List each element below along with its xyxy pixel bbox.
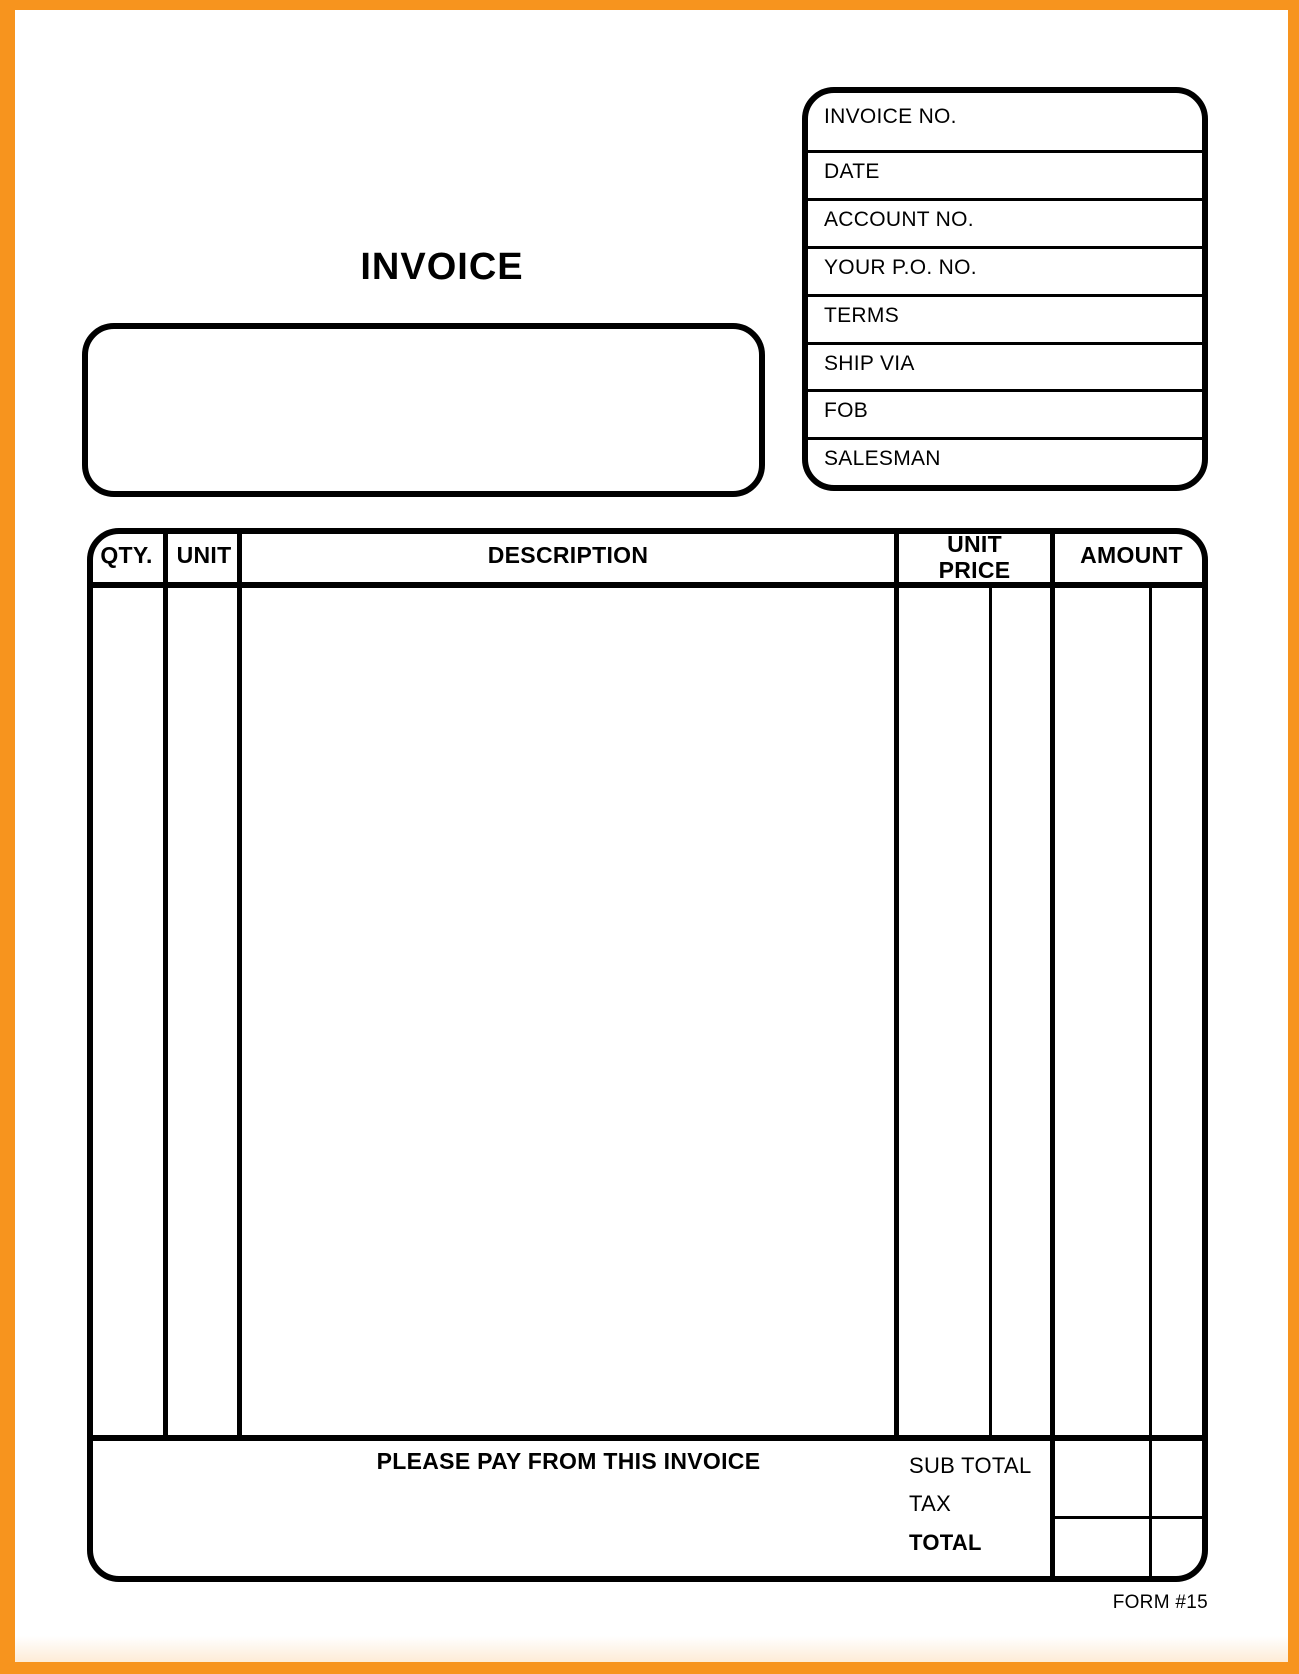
subtotal-label: SUB TOTAL: [909, 1453, 1032, 1478]
info-field-account-no[interactable]: [808, 198, 1202, 246]
divider-unitprice-amount: [1050, 528, 1055, 1582]
subtotal-tax-amount-cell[interactable]: [1055, 1441, 1208, 1516]
info-label-invoice-no: INVOICE NO.: [824, 105, 957, 128]
info-field-fob[interactable]: [808, 389, 1202, 437]
info-field-ship-via[interactable]: [808, 342, 1202, 390]
total-amount-cell[interactable]: [1055, 1519, 1208, 1576]
pay-notice: PLEASE PAY FROM THIS INVOICE: [376, 1448, 761, 1474]
column-header-unit-price: UNIT PRICE: [938, 531, 1011, 583]
info-label-date: DATE: [824, 160, 880, 184]
info-field-your-po-no[interactable]: [808, 246, 1202, 294]
column-header-qty: QTY.: [100, 542, 153, 568]
tax-label: TAX: [909, 1491, 952, 1516]
info-label-fob: FOB: [824, 399, 869, 423]
info-label-terms: TERMS: [824, 303, 899, 327]
invoice-info-table: [802, 87, 1208, 491]
divider-unit-description: [237, 528, 242, 1441]
divider-qty-unit: [163, 528, 168, 1441]
info-label-your-po-no: YOUR P.O. NO.: [824, 255, 977, 279]
column-header-description: DESCRIPTION: [487, 542, 649, 568]
info-label-ship-via: SHIP VIA: [824, 351, 915, 375]
info-field-salesman[interactable]: [808, 437, 1202, 485]
form-number: FORM #15: [1112, 1592, 1208, 1613]
page-title: INVOICE: [360, 246, 524, 288]
total-label: TOTAL: [909, 1530, 982, 1555]
divider-tax-total: [1050, 1516, 1208, 1519]
divider-description-unitprice: [894, 528, 899, 1441]
info-field-date[interactable]: [808, 150, 1202, 198]
divider-unitprice-cents: [989, 585, 992, 1441]
line-items-blank-area[interactable]: [87, 588, 1208, 1435]
info-label-account-no: ACCOUNT NO.: [824, 208, 974, 232]
info-field-terms[interactable]: [808, 294, 1202, 342]
info-label-salesman: SALESMAN: [824, 447, 941, 471]
bill-to-address-box[interactable]: [82, 323, 765, 497]
divider-items-summary: [87, 1435, 1208, 1441]
divider-amount-cents: [1149, 585, 1152, 1576]
column-header-unit: UNIT: [176, 542, 232, 568]
column-header-amount: AMOUNT: [1080, 542, 1183, 568]
info-field-invoice-no[interactable]: [808, 93, 1202, 150]
line-items-table: [87, 528, 1208, 1582]
